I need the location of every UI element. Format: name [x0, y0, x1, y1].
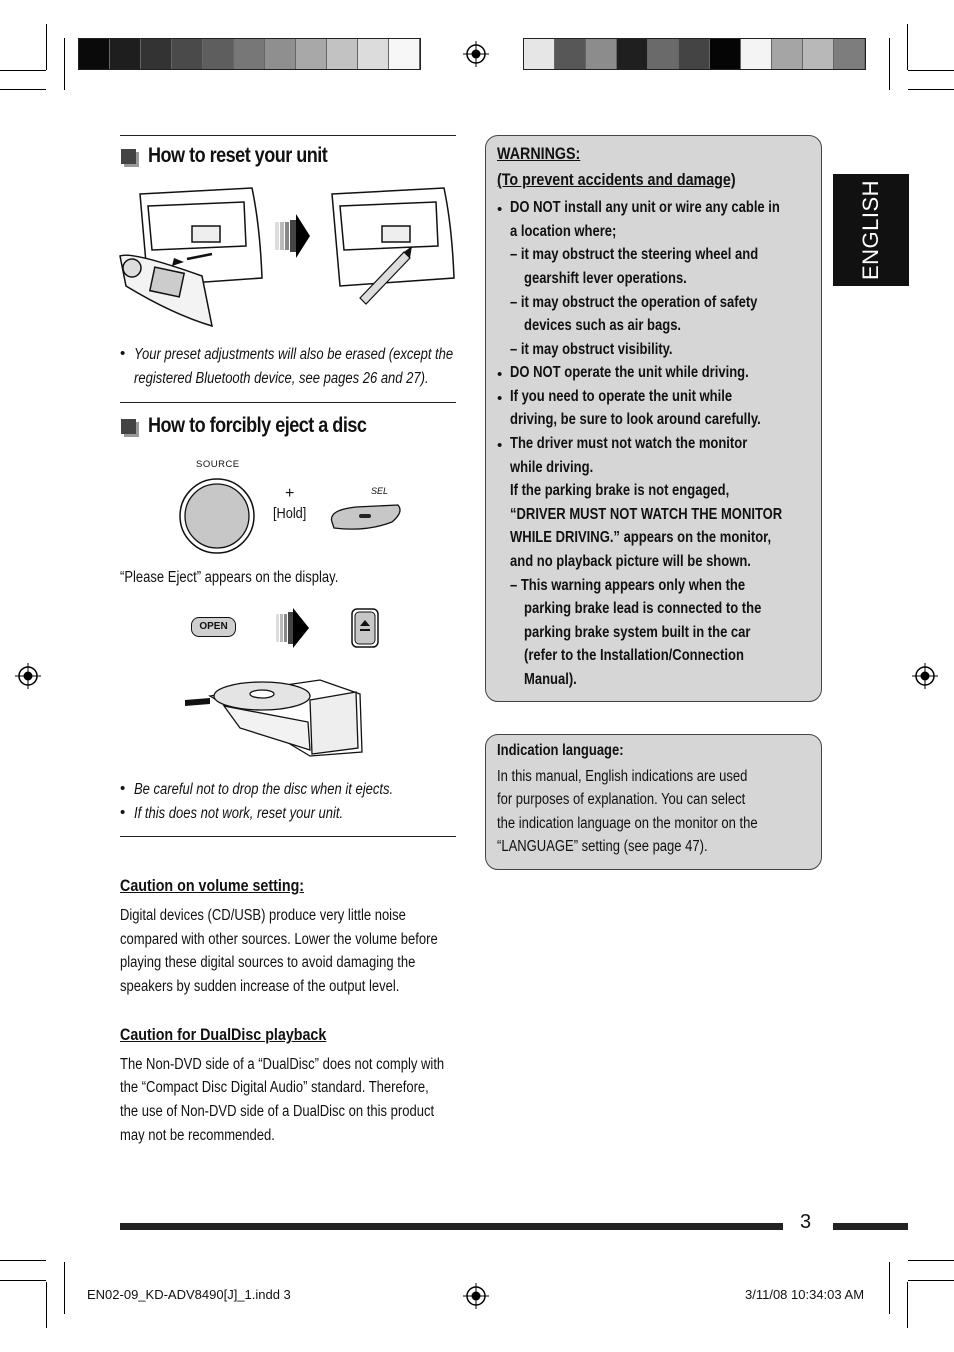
sel-button-icon[interactable] — [326, 502, 404, 532]
language-tab — [833, 174, 909, 286]
warning-line: devices such as air bags. — [524, 317, 682, 334]
crop-mark — [0, 1280, 46, 1281]
indication-line: “LANGUAGE” setting (see page 47). — [497, 838, 708, 855]
crop-mark — [908, 89, 954, 90]
gray-scale-bar-right — [523, 38, 866, 70]
warning-line: If you need to operate the unit while — [510, 388, 733, 405]
bullet: • — [497, 366, 503, 383]
warning-line: Manual). — [524, 671, 577, 688]
bullet: • — [497, 390, 503, 407]
crop-mark — [46, 24, 47, 70]
indication-line: the indication language on the monitor on the — [497, 815, 758, 832]
crop-mark — [64, 38, 65, 90]
section-square-icon — [121, 149, 136, 164]
crop-mark — [0, 70, 46, 71]
source-knob-icon[interactable] — [178, 478, 258, 558]
open-button[interactable] — [191, 617, 236, 637]
registration-mark-icon — [912, 663, 938, 689]
warning-line: and no playback picture will be shown. — [510, 553, 751, 570]
open-button-label: OPEN — [199, 621, 228, 632]
registration-mark-icon — [15, 663, 41, 689]
warning-line: The driver must not watch the monitor — [510, 435, 748, 452]
caution-volume-heading: Caution on volume setting: — [120, 876, 305, 895]
crop-mark — [46, 1282, 47, 1328]
indication-heading: Indication language: — [497, 742, 624, 759]
eject-note: Be careful not to drop the disc when it ejects. — [134, 781, 394, 798]
crop-mark — [908, 1260, 954, 1261]
caution-dualdisc-line: The Non-DVD side of a “DualDisc” does not comply with — [120, 1056, 445, 1073]
eject-key-icon[interactable] — [351, 608, 379, 648]
language-tab-label: ENGLISH — [858, 179, 883, 281]
section-square-icon — [121, 419, 136, 434]
reset-note: Your preset adjustments will also be erased (except the registered Bluetooth device, see pages 26 and 27). — [134, 346, 454, 387]
warning-line: – it may obstruct the operation of safety — [510, 294, 758, 311]
arrow-right-icon — [276, 608, 310, 648]
warning-line: parking brake lead is connected to the — [524, 600, 762, 617]
footer-date: 3/11/08 10:34:03 AM — [745, 1287, 865, 1302]
warning-line: gearshift lever operations. — [524, 270, 687, 287]
warnings-heading: WARNINGS: — [497, 144, 581, 163]
caution-dualdisc-heading: Caution for DualDisc playback — [120, 1025, 327, 1044]
crop-mark — [889, 1262, 890, 1314]
indication-line: In this manual, English indications are used — [497, 768, 748, 785]
crop-mark — [908, 1280, 954, 1281]
crop-mark — [889, 38, 890, 90]
warning-line: parking brake system built in the car — [524, 624, 751, 641]
crop-mark — [0, 89, 46, 90]
warning-line: If the parking brake is not engaged, — [510, 482, 730, 499]
source-label: SOURCE — [196, 459, 240, 470]
page-number: 3 — [800, 1211, 812, 1233]
gray-scale-bar-left — [78, 38, 421, 70]
crop-mark — [907, 1282, 908, 1328]
divider — [120, 402, 456, 403]
warning-line: WHILE DRIVING.” appears on the monitor, — [510, 529, 772, 546]
divider — [120, 836, 456, 837]
caution-volume-line: Digital devices (CD/USB) produce very little noise — [120, 907, 406, 924]
registration-mark-icon — [463, 1283, 489, 1309]
plus-sign: + — [285, 485, 295, 502]
warning-line: – it may obstruct visibility. — [510, 341, 673, 358]
hold-label: [Hold] — [273, 505, 307, 522]
bullet: • — [497, 201, 503, 218]
warnings-subheading: (To prevent accidents and damage) — [497, 170, 736, 189]
caution-dualdisc-line: the “Compact Disc Digital Audio” standard. Therefore, — [120, 1079, 429, 1096]
bullet: • — [120, 804, 126, 821]
caution-dualdisc-line: may not be recommended. — [120, 1127, 275, 1144]
reset-illustration — [112, 186, 457, 331]
warning-line: while driving. — [510, 459, 594, 476]
bullet: • — [120, 345, 126, 362]
caution-dualdisc-line: the use of Non-DVD side of a DualDisc on this product — [120, 1103, 435, 1120]
warning-line: a location where; — [510, 223, 617, 240]
page-bar — [833, 1223, 908, 1230]
sel-label: SEL — [371, 486, 389, 496]
warning-line: – it may obstruct the steering wheel and — [510, 246, 759, 263]
eject-title: How to forcibly eject a disc — [148, 414, 367, 437]
crop-mark — [0, 1260, 46, 1261]
registration-mark-icon — [463, 41, 489, 67]
warning-line: driving, be sure to look around carefully. — [510, 411, 761, 428]
crop-mark — [908, 70, 954, 71]
caution-volume-line: compared with other sources. Lower the volume before — [120, 931, 438, 948]
footer-file: EN02-09_KD-ADV8490[J]_1.indd 3 — [87, 1287, 291, 1302]
warning-line: – This warning appears only when the — [510, 577, 746, 594]
caution-volume-line: speakers by sudden increase of the output level. — [120, 978, 400, 995]
warning-line: DO NOT operate the unit while driving. — [510, 364, 749, 381]
bullet: • — [120, 780, 126, 797]
eject-display-text: “Please Eject” appears on the display. — [120, 569, 339, 586]
bullet: • — [497, 437, 503, 454]
warning-line: (refer to the Installation/Connection — [524, 647, 744, 664]
eject-note: If this does not work, reset your unit. — [134, 805, 344, 822]
caution-volume-line: playing these digital sources to avoid damaging the — [120, 954, 416, 971]
crop-mark — [64, 1262, 65, 1314]
indication-line: for purposes of explanation. You can select — [497, 791, 746, 808]
disc-eject-illustration — [180, 660, 370, 760]
warning-line: “DRIVER MUST NOT WATCH THE MONITOR — [510, 506, 783, 523]
divider — [120, 135, 456, 136]
crop-mark — [907, 24, 908, 70]
warning-line: DO NOT install any unit or wire any cable in — [510, 199, 780, 216]
reset-title: How to reset your unit — [148, 144, 328, 167]
page-bar — [120, 1223, 783, 1230]
